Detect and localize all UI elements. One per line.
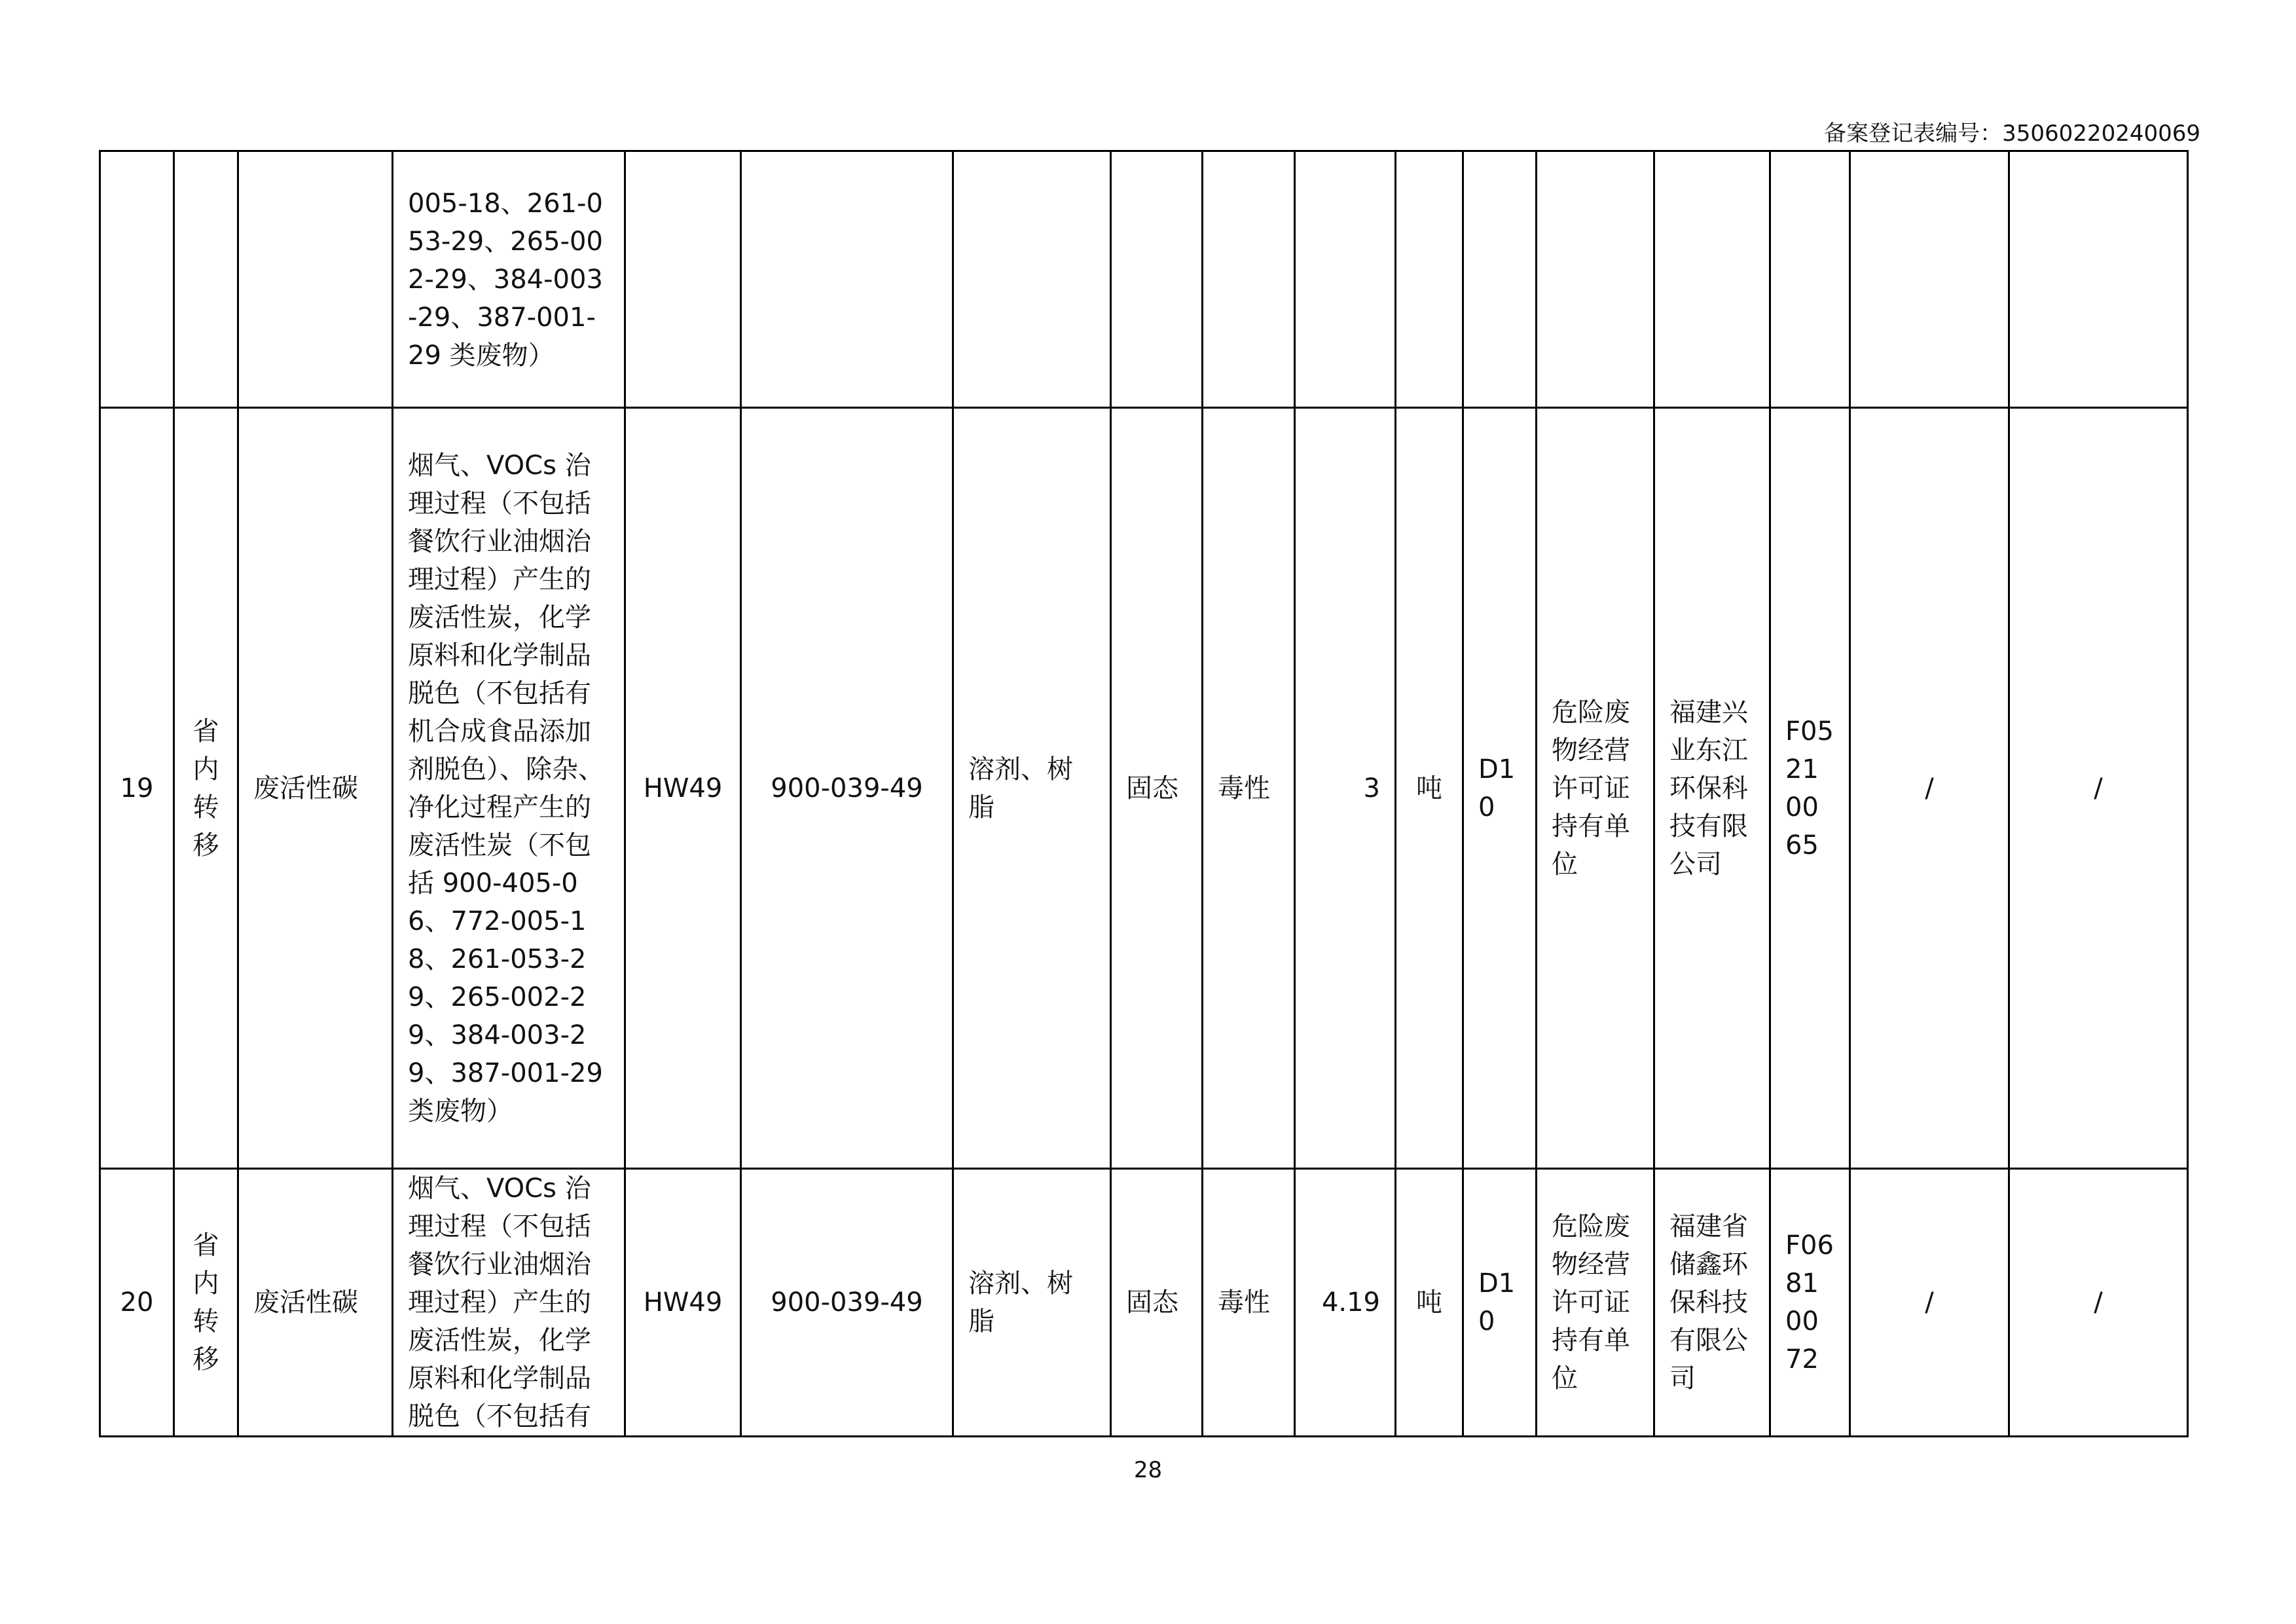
quantity: 3 <box>1295 408 1396 1169</box>
receiver-type: 危险废物经营许可证持有单位 <box>1537 408 1654 1169</box>
extra-field-2: / <box>2009 1169 2188 1437</box>
table-row <box>100 151 2188 408</box>
unit: 吨 <box>1396 408 1463 1169</box>
transfer-direction: 省内转移 <box>174 408 238 1169</box>
extra-field-1: / <box>1850 1169 2009 1437</box>
waste-description: 烟气、VOCs 治理过程（不包括餐饮行业油烟治理过程）产生的废活性炭，化学原料和化学制品脱色（不包括有机合成食品添加剂脱色）、除杂、净化过程产生的废活性炭（不包括 900-405-06、772-005-18、261-053-29、265-002-29、384-003-29、387-001-29 类废物） <box>393 408 625 1169</box>
waste-name: 废活性碳 <box>238 1169 393 1437</box>
table-row <box>100 408 2188 1169</box>
hazardous-component <box>953 151 1111 408</box>
waste-category: HW49 <box>625 1169 741 1437</box>
license-number: F05210065 <box>1770 408 1850 1169</box>
waste-code: 900-039-49 <box>741 408 953 1169</box>
page-number: 28 <box>1133 1457 1163 1483</box>
row-index: 20 <box>100 1169 174 1437</box>
license-number: F06810072 <box>1770 1169 1850 1437</box>
receiver-name <box>1654 151 1770 408</box>
hazardous-waste-table <box>99 150 2189 1437</box>
physical-form: 固态 <box>1111 408 1203 1169</box>
receiver-name: 福建省储鑫环保科技有限公司 <box>1654 1169 1770 1437</box>
extra-field-2: / <box>2009 408 2188 1169</box>
hazard-property <box>1203 151 1295 408</box>
physical-form: 固态 <box>1111 1169 1203 1437</box>
hazardous-component: 溶剂、树脂 <box>953 408 1111 1169</box>
waste-description: 005-18、261-053-29、265-002-29、384-003-29、387-001-29 类废物） <box>393 151 625 408</box>
unit: 吨 <box>1396 1169 1463 1437</box>
row-index: 19 <box>100 408 174 1169</box>
disposal-method: D10 <box>1463 408 1537 1169</box>
transfer-direction: 省内转移 <box>174 1169 238 1437</box>
waste-code: 900-039-49 <box>741 1169 953 1437</box>
waste-code <box>741 151 953 408</box>
disposal-method: D10 <box>1463 1169 1537 1437</box>
waste-name <box>238 151 393 408</box>
waste-name: 废活性碳 <box>238 408 393 1169</box>
quantity: 4.19 <box>1295 1169 1396 1437</box>
extra-field-1 <box>1850 151 2009 408</box>
receiver-type: 危险废物经营许可证持有单位 <box>1537 1169 1654 1437</box>
extra-field-1: / <box>1850 408 2009 1169</box>
receiver-name: 福建兴业东江环保科技有限公司 <box>1654 408 1770 1169</box>
row-index <box>100 151 174 408</box>
waste-category <box>625 151 741 408</box>
unit <box>1396 151 1463 408</box>
waste-description: 烟气、VOCs 治理过程（不包括餐饮行业油烟治理过程）产生的废活性炭，化学原料和化学制品脱色（不包括有 <box>393 1169 625 1437</box>
hazard-property: 毒性 <box>1203 408 1295 1169</box>
physical-form <box>1111 151 1203 408</box>
quantity <box>1295 151 1396 408</box>
receiver-type <box>1537 151 1654 408</box>
extra-field-2 <box>2009 151 2188 408</box>
transfer-direction <box>174 151 238 408</box>
waste-category: HW49 <box>625 408 741 1169</box>
license-number <box>1770 151 1850 408</box>
hazard-property: 毒性 <box>1203 1169 1295 1437</box>
hazardous-component: 溶剂、树脂 <box>953 1169 1111 1437</box>
disposal-method <box>1463 151 1537 408</box>
table-row <box>100 1169 2188 1437</box>
record-number: 备案登记表编号：35060220240069 <box>1824 120 2200 147</box>
